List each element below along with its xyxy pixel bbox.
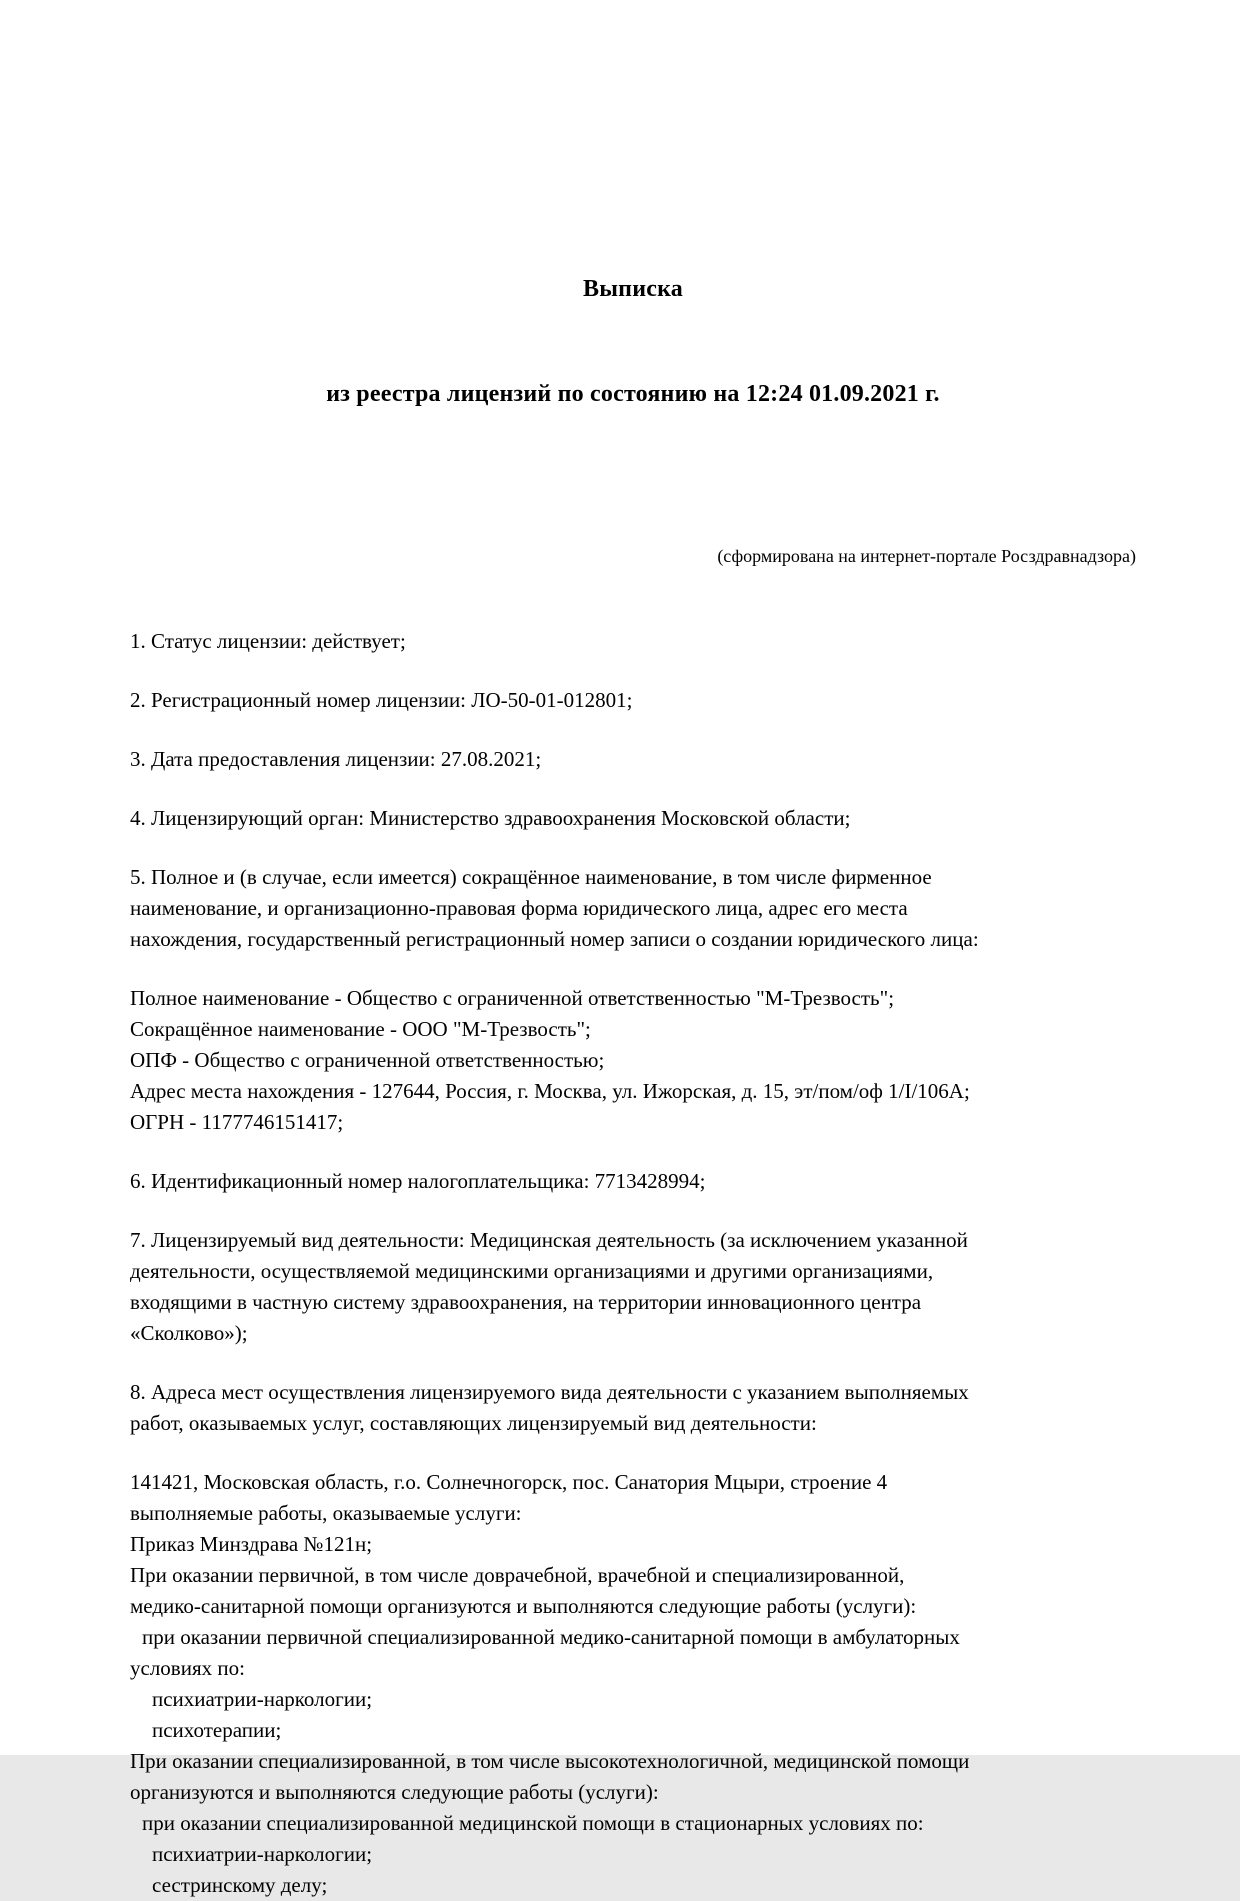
document-line: 1. Статус лицензии: действует; [130,629,406,653]
document-line: работ, оказываемых услуг, составляющих лицензируемый вид деятельности: [130,1411,817,1435]
document-title-line2: из реестра лицензий по состоянию на 12:24 01.09.2021 г. [326,381,940,407]
document-line: 7. Лицензируемый вид деятельности: Медицинская деятельность (за исключением указанной [130,1228,968,1252]
document-paragraph [130,685,1136,716]
document-line: Сокращённое наименование - ООО "М-Трезвость"; [130,1017,591,1041]
document-line: условиях по: [130,1656,245,1680]
document-line: 6. Идентификационный номер налогоплательщика: 7713428994; [130,1169,706,1193]
document-line: при оказании первичной специализированной медико-санитарной помощи в амбулаторных [142,1625,960,1649]
document-paragraph [130,744,1136,775]
document-body [130,626,1136,1901]
document-line: При оказании первичной, в том числе доврачебной, врачебной и специализированной, [130,1563,905,1587]
document-content [130,0,1136,1901]
document-line: наименование, и организационно-правовая форма юридического лица, адрес его места [130,896,908,920]
document-paragraph [130,983,1136,1138]
document-paragraph [130,1377,1136,1439]
document-line: организуются и выполняются следующие работы (услуги): [130,1780,659,1804]
document-line: 5. Полное и (в случае, если имеется) сокращённое наименование, в том числе фирменное [130,865,932,889]
document-title-line1: Выписка [583,276,683,302]
document-line: деятельности, осуществляемой медицинскими организациями и другими организациями, [130,1259,934,1283]
document-paragraph [130,1467,1136,1901]
document-line: психиатрии-наркологии; [152,1842,373,1866]
document-line: ОПФ - Общество с ограниченной ответственностью; [130,1048,605,1072]
document-line: 141421, Московская область, г.о. Солнечногорск, пос. Санатория Мцыри, строение 4 [130,1470,888,1494]
document-line: При оказании специализированной, в том числе высокотехнологичной, медицинской помощи [130,1749,970,1773]
document-line: психотерапии; [152,1718,282,1742]
document-paragraph [130,1166,1136,1197]
document-title [130,202,1136,482]
document-line: нахождения, государственный регистрационный номер записи о создании юридического лица: [130,927,979,951]
document-subtitle: (сформирована на интернет-портале Росздравнадзора) [717,546,1136,566]
document-line: Приказ Минздрава №121н; [130,1532,373,1556]
document-line: входящими в частную систему здравоохранения, на территории инновационного центра [130,1290,922,1314]
document-line: Адрес места нахождения - 127644, Россия, г. Москва, ул. Ижорская, д. 15, эт/пом/оф 1/I/106А; [130,1079,970,1103]
document-paragraph [130,862,1136,955]
document-line: «Сколково»); [130,1321,248,1345]
document-line: Полное наименование - Общество с ограниченной ответственностью "М-Трезвость"; [130,986,895,1010]
document-line: психиатрии-наркологии; [152,1687,373,1711]
document-line: выполняемые работы, оказываемые услуги: [130,1501,522,1525]
document-line: 4. Лицензирующий орган: Министерство здравоохранения Московской области; [130,806,851,830]
document-line: 2. Регистрационный номер лицензии: ЛО-50-01-012801; [130,688,633,712]
document-line: 8. Адреса мест осуществления лицензируемого вида деятельности с указанием выполняемых [130,1380,969,1404]
document-paragraph [130,803,1136,834]
document-paragraph [130,626,1136,657]
document-line: сестринскому делу; [152,1873,328,1897]
document-paragraph [130,1225,1136,1349]
document-line: медико-санитарной помощи организуются и выполняются следующие работы (услуги): [130,1594,917,1618]
document-line: ОГРН - 1177746151417; [130,1110,344,1134]
document-line: 3. Дата предоставления лицензии: 27.08.2021; [130,747,542,771]
document-line: при оказании специализированной медицинской помощи в стационарных условиях по: [142,1811,924,1835]
